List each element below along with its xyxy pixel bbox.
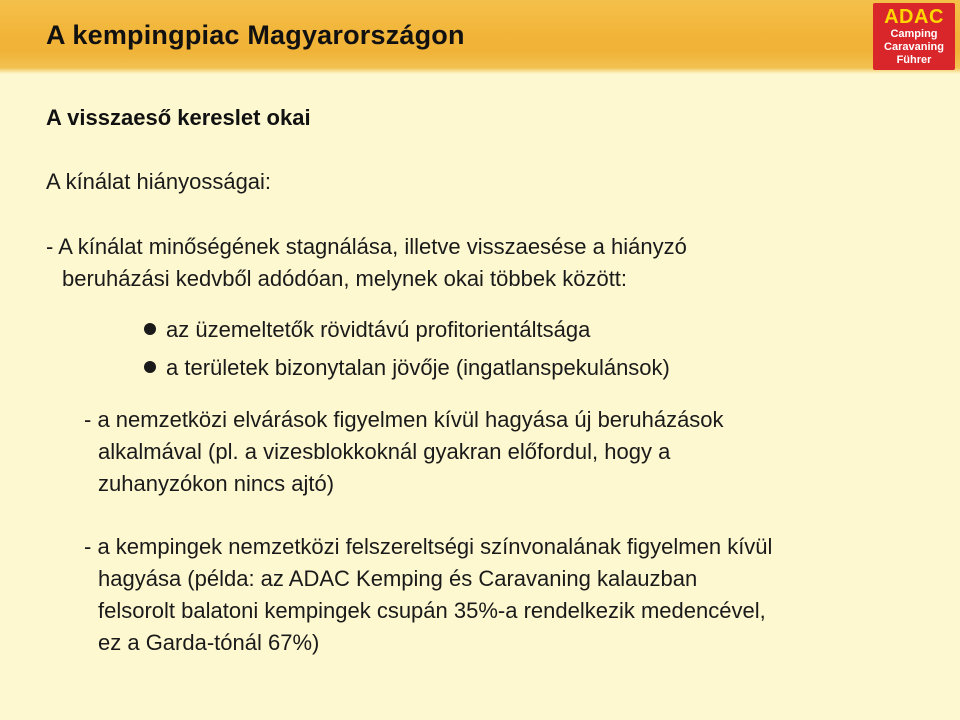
paragraph-3-line-4: ez a Garda-tónál 67%) [98, 630, 320, 655]
bullet-item-1-text: az üzemeltetők rövidtávú profitorientáltsága [166, 317, 591, 342]
paragraph-2-line-3: zuhanyzókon nincs ajtó) [98, 471, 335, 496]
paragraph-1-line-2: beruházási kedvből adódóan, melynek okai többek között: [62, 266, 628, 291]
adac-logo [873, 3, 955, 70]
bullet-item-1 [144, 316, 590, 344]
intro-text: A kínálat hiányosságai: [46, 169, 272, 194]
bullet-item-2-text: a területek bizonytalan jövője (ingatlanspekulánsok) [166, 355, 670, 380]
paragraph-2-line-1: - a nemzetközi elvárások figyelmen kívül hagyása új beruházások [84, 407, 724, 432]
logo-line-3: Führer [896, 54, 932, 66]
bullet-icon [144, 361, 156, 373]
section-title: A visszaeső kereslet okai [46, 105, 311, 130]
logo-line-2: Caravaning [884, 41, 944, 53]
paragraph-3-line-1: - a kempingek nemzetközi felszereltségi színvonalának figyelmen kívül [84, 534, 773, 559]
bullet-icon [144, 323, 156, 335]
logo-line-1: Camping [890, 28, 938, 40]
paragraph-2-line-2: alkalmával (pl. a vizesblokkoknál gyakran előfordul, hogy a [98, 439, 671, 464]
paragraph-3-line-3: felsorolt balatoni kempingek csupán 35%-a rendelkezik medencével, [98, 598, 766, 623]
paragraph-1-line-1: - A kínálat minőségének stagnálása, illetve visszaesése a hiányzó [46, 234, 687, 259]
logo-main-text: ADAC [884, 6, 944, 28]
paragraph-3-line-2: hagyása (példa: az ADAC Kemping és Caravaning kalauzban [98, 566, 698, 591]
bullet-item-2 [144, 354, 670, 382]
page-title: A kempingpiac Magyarországon [46, 20, 465, 50]
